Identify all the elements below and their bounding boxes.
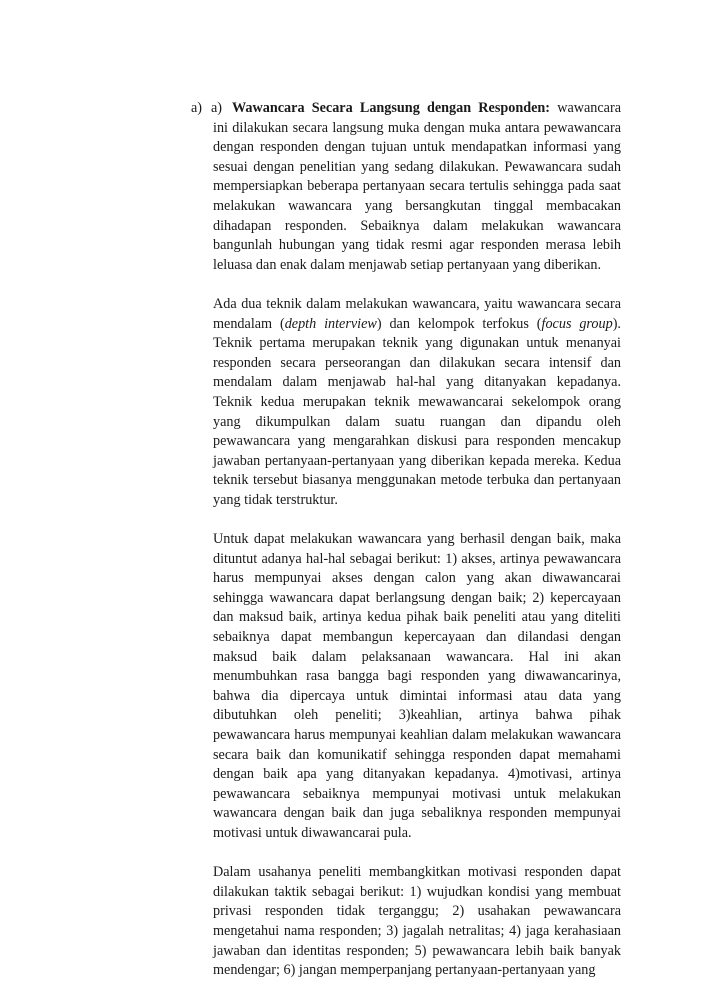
para2-text-c: ). Teknik pertama merupakan teknik yang digunakan untuk menanyai responden secara perseorangan dan dilakukan secara intensif dan mendalam dalam menjawab hal-hal yang ditanyakan kepadanya. Teknik kedua merupakan teknik mewawancarai sekelompok orang yang dikumpulkan dalam suatu ruangan dan dipandu oleh pewawancara yang mengarahkan diskusi para responden mencakup jawaban pertanyaan-pertanyaan yang diberikan kepada mereka. Kedua teknik tersebut biasanya menggunakan metode terbuka dan pertanyaan yang tidak terstruktur. — [213, 315, 621, 508]
paragraph-interview-techniques — [213, 295, 621, 511]
sub-item-marker: a) — [211, 100, 223, 116]
paragraph-success-requirements: Untuk dapat melakukan wawancara yang berhasil dengan baik, maka dituntut adanya hal-hal sebagai berikut: 1) akses, artinya pewawancara harus mempunyai akses dengan calon yang akan diwawancarai sehingga wawancara dapat berlangsung dengan baik; 2) kepercayaan dan maksud baik, artinya kedua pihak baik peneliti atau yang diteliti sebaiknya dapat membangun kepercayaan dan dilandasi dengan maksud baik dalam pelaksanaan wawancara. Hal ini akan menumbuhkan rasa bangga bagi responden yang diwawancarinya, bahwa dia dipercaya untuk dimintai informasi atau data yang dibutuhkan oleh peneliti; 3)keahlian, artinya bahwa pihak pewawancara harus mempunyai keahlian dalam melakukan wawancara secara baik dan komunikatif sehingga responden dapat memahami dengan baik apa yang ditanyakan kepadanya. 4)motivasi, artinya pewawancara sebaiknya mempunyai motivasi untuk melakukan wawancara dengan baik dan juga sebaliknya responden mempunyai motivasi untuk diwawancarai pula. — [213, 531, 621, 841]
term-focus-group: focus group — [541, 315, 613, 332]
term-depth-interview: depth interview — [284, 315, 377, 332]
paragraph-interview-direct — [213, 99, 621, 275]
list-item-marker: a) — [191, 100, 203, 116]
section-heading: Wawancara Secara Langsung dengan Responden: — [232, 100, 551, 116]
document-content — [213, 99, 621, 1000]
paragraph-intro-text: wawancara ini dilakukan secara langsung muka dengan muka antara pewawancara dengan responden dengan tujuan untuk mendapatkan informasi yang sesuai dengan penelitian yang sedang dilakukan. Pewawancara sudah mempersiapkan beberapa pertanyaan secara tertulis sehingga pada saat melakukan wawancara yang bersangkutan tinggal membacakan dihadapan responden. Sebaiknya dalam melakukan wawancara bangunlah hubungan yang tidak resmi agar responden merasa lebih leluasa dan enak dalam menjawab setiap pertanyaan yang diberikan. — [213, 100, 621, 273]
para2-text-a: Ada dua teknik dalam melakukan wawancara, yaitu wawancara secara mendalam ( — [213, 295, 621, 332]
para2-text-b: ) dan kelompok terfokus ( — [376, 315, 542, 332]
paragraph-motivation-tactics: Dalam usahanya peneliti membangkitkan motivasi responden dapat dilakukan taktik sebagai berikut: 1) wujudkan kondisi yang membuat privasi responden tidak terganggu; 2) usahakan pewawancara mengetahui nama responden; 3) jagalah netralitas; 4) jaga kerahasiaan jawaban dan identitas responden; 5) pewawancara lebih baik banyak mendengar; 6) jangan memperpanjang pertanyaan-pertanyaan yang — [213, 864, 621, 979]
